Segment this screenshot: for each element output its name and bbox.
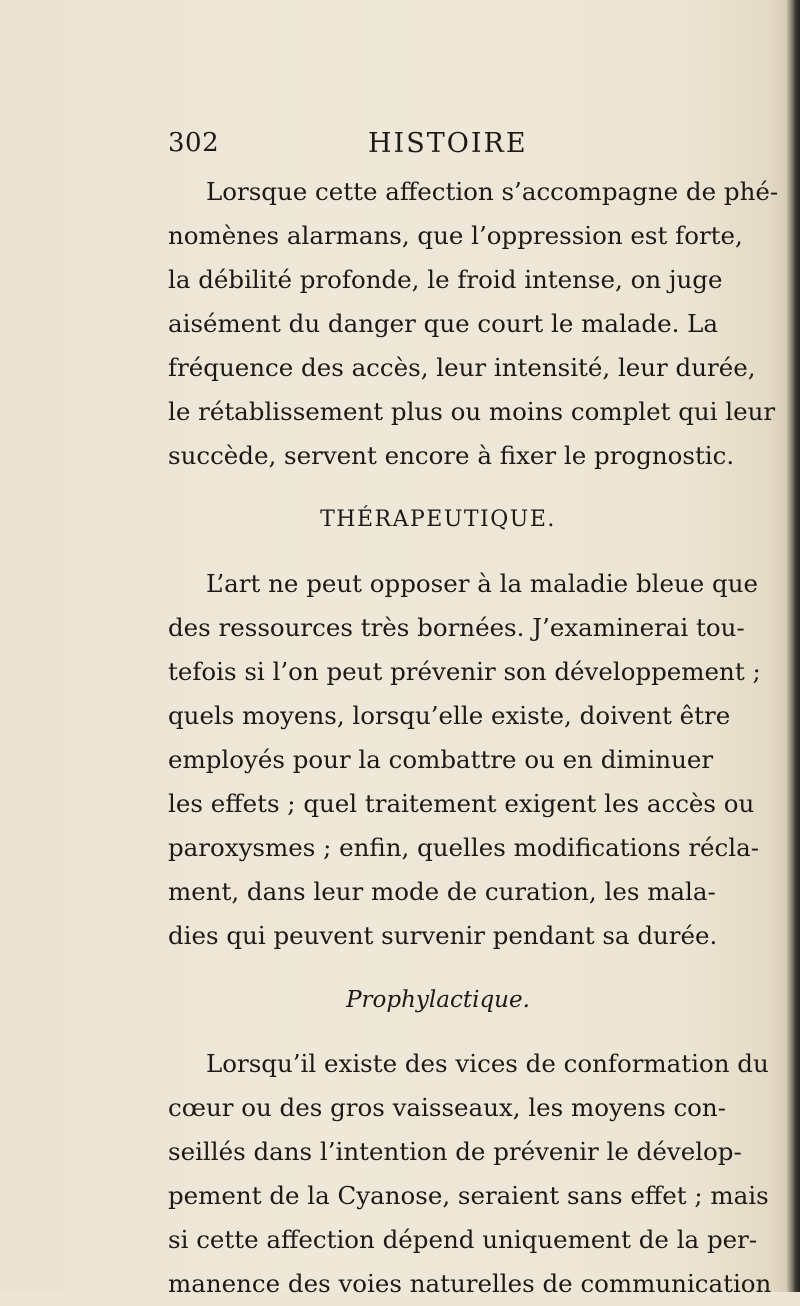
text-block [168,170,779,1306]
text-line: paroxysmes ; enfin, quelles modifications récla- [168,833,759,862]
text-line: le rétablissement plus ou moins complet qui leur [168,397,776,426]
paragraph-therapeutics [168,562,761,958]
running-head [168,128,708,162]
text-line: succède, servent encore à fixer le prognostic. [168,441,735,470]
text-line: tefois si l’on peut prévenir son développement ; [168,657,761,686]
section-heading: THÉRAPEUTIQUE. [320,507,556,532]
text-line: employés pour la combattre ou en diminuer [168,745,714,774]
text-line: dies qui peuvent survenir pendant sa durée. [168,921,718,950]
paragraph-prophylaxis [168,1042,772,1306]
text-line: pement de la Cyanose, seraient sans effet ; mais [168,1181,769,1210]
text-line: quels moyens, lorsqu’elle existe, doivent être [168,701,731,730]
text-line: aisément du danger que court le malade. La [168,309,719,338]
text-line: ment, dans leur mode de curation, les mala- [168,877,716,906]
paragraph-prognosis [168,170,779,478]
text-line: Lorsque cette affection s’accompagne de phé- [206,177,779,206]
text-line: si cette affection dépend uniquement de la per- [168,1225,758,1254]
running-title: HISTOIRE [368,128,528,159]
text-line: les effets ; quel traitement exigent les accès ou [168,789,755,818]
page-number: 302 [168,128,220,158]
text-line: la débilité profonde, le froid intense, on juge [168,265,723,294]
text-line: Lorsqu’il existe des vices de conformation du [206,1049,769,1078]
page-binding-edge [786,0,800,1292]
text-line: L’art ne peut opposer à la maladie bleue que [206,569,758,598]
text-line: des ressources très bornées. J’examinerai tou- [168,613,745,642]
text-line: manence des voies naturelles de communication [168,1269,772,1298]
text-line: fréquence des accès, leur intensité, leur durée, [168,353,756,382]
text-line: nomènes alarmans, que l’oppression est forte, [168,221,743,250]
subsection-heading: Prophylactique. [346,987,530,1013]
text-line: cœur ou des gros vaisseaux, les moyens con- [168,1093,726,1122]
text-line: seillés dans l’intention de prévenir le dévelop- [168,1137,742,1166]
